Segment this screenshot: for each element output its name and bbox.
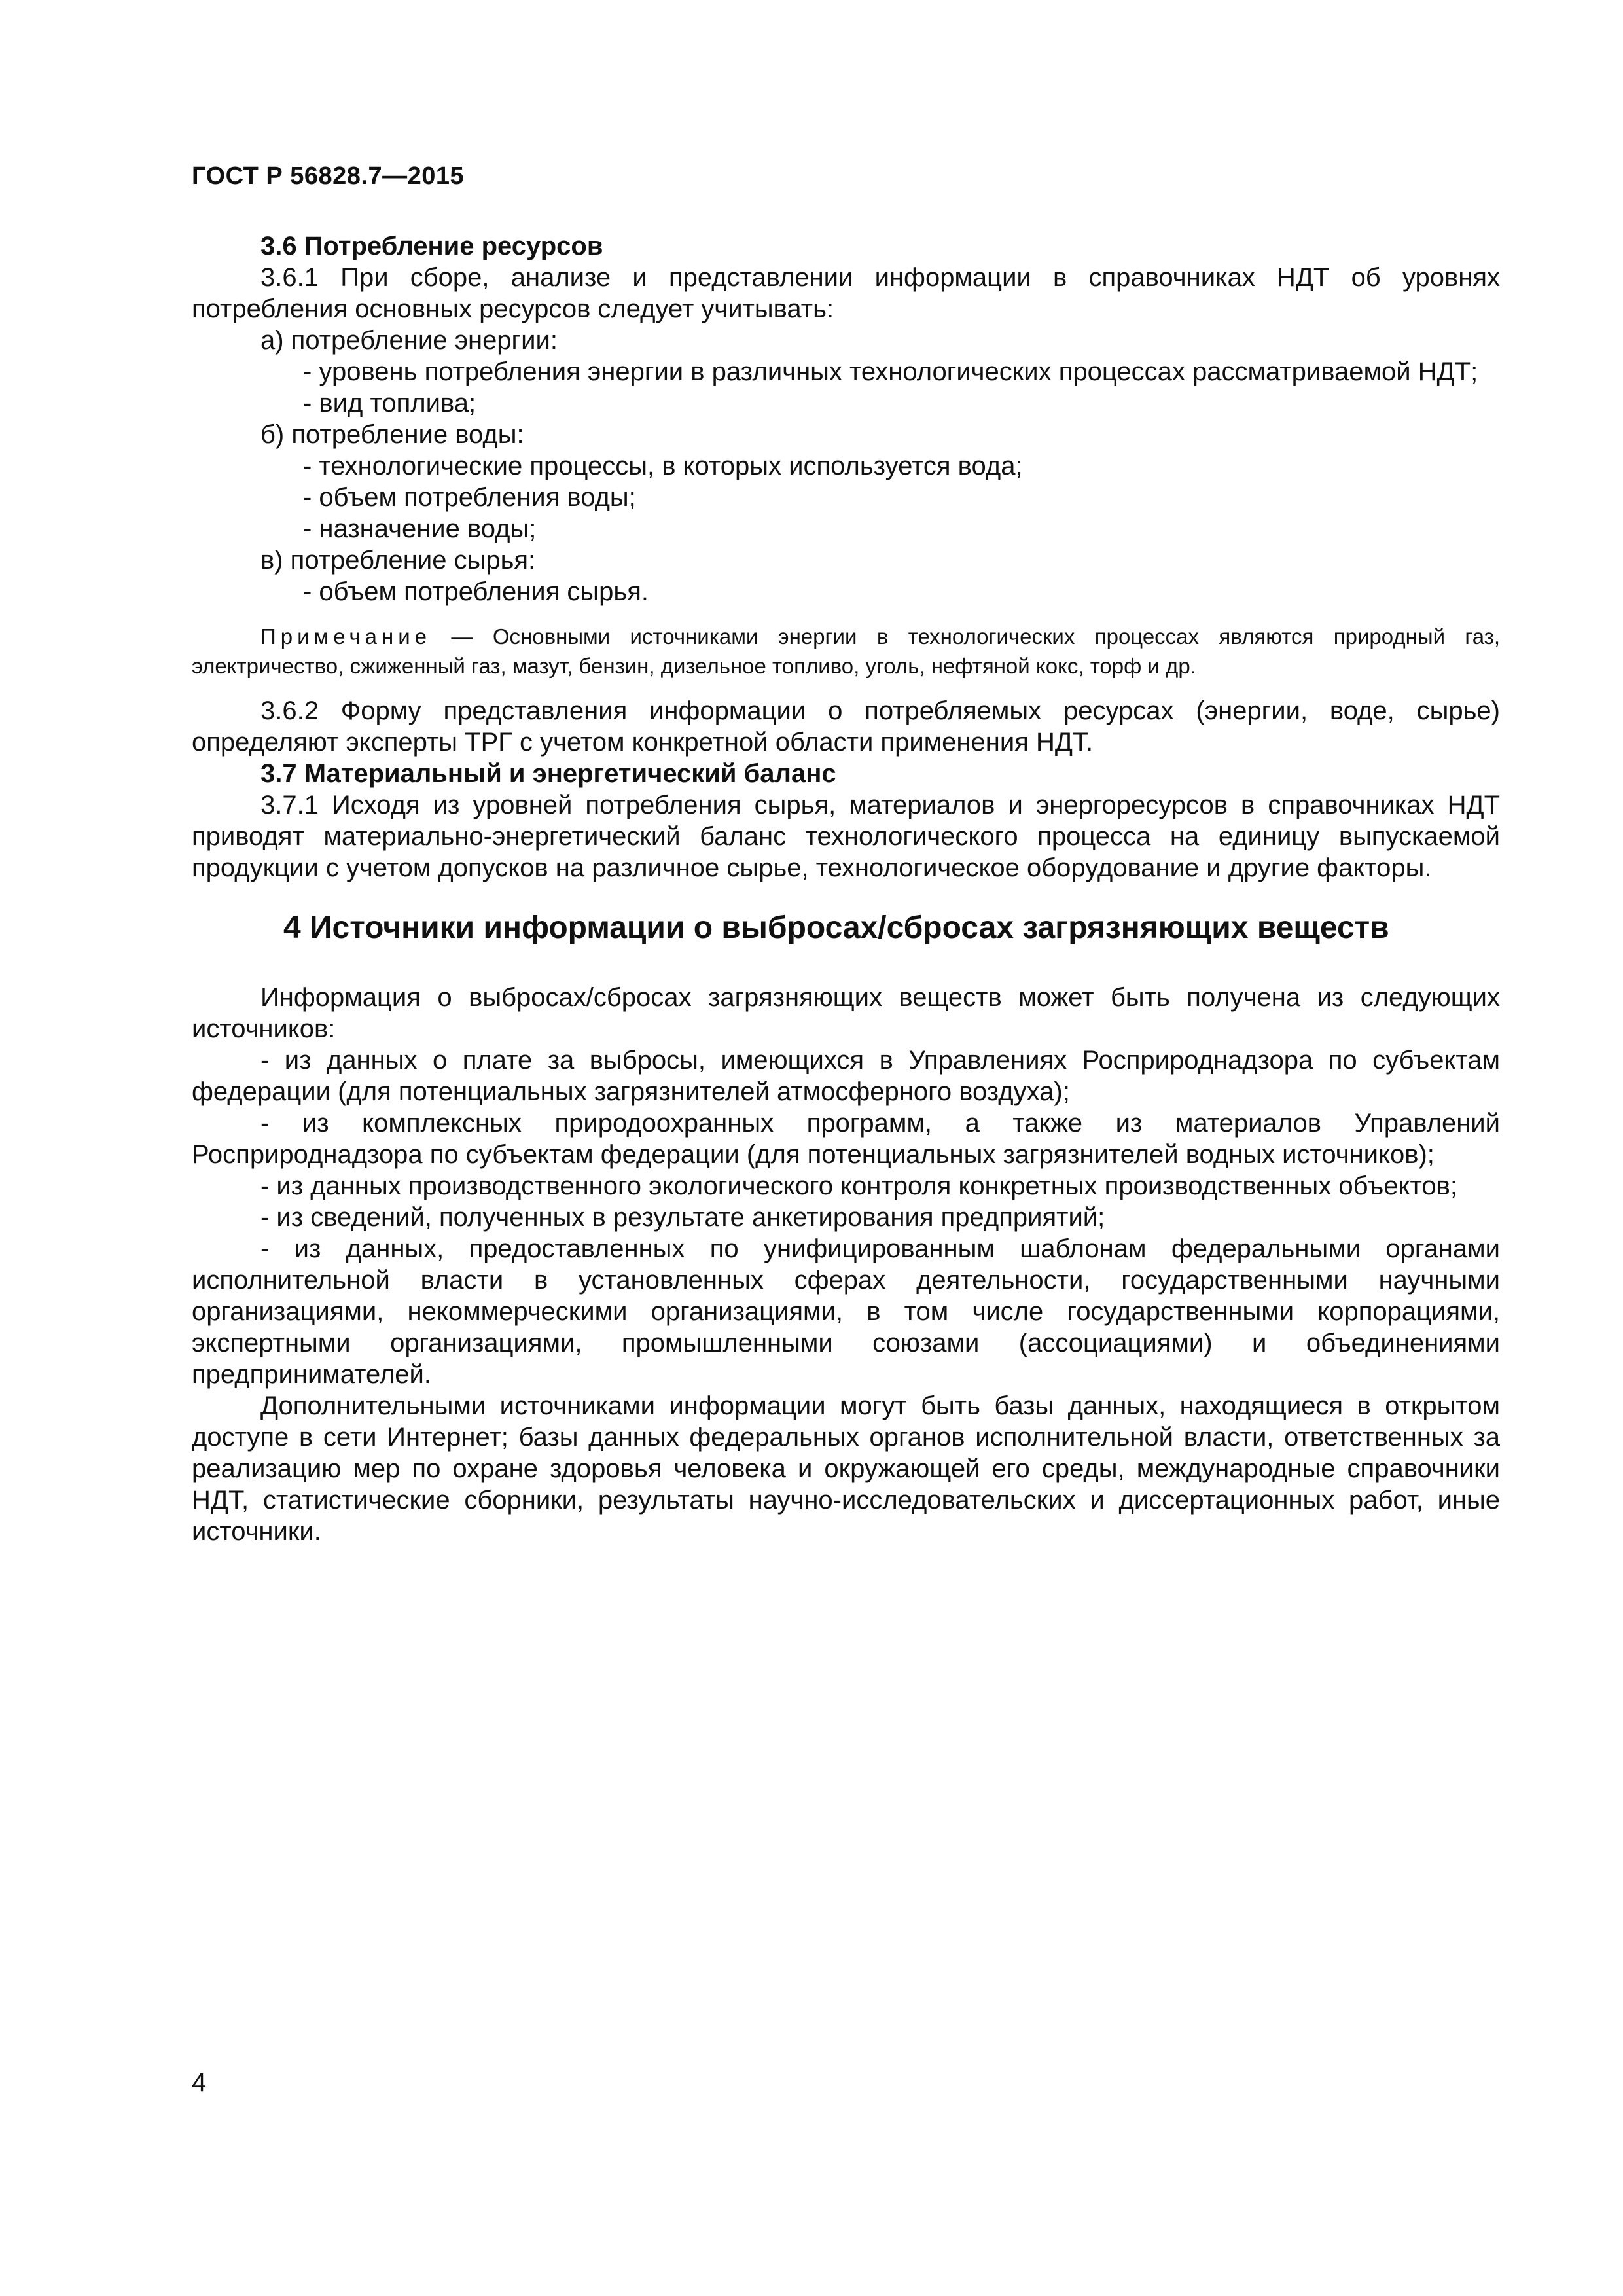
section-4-intro: Информация о выбросах/сбросах загрязняющих веществ может быть получена из следующих источников: [192, 983, 1500, 1043]
source-list-item: - из данных производственного экологического контроля конкретных производственных объектов; [260, 1172, 1457, 1200]
list-item-b: б) потребление воды: [260, 420, 524, 449]
source-list-item: - из данных о плате за выбросы, имеющихся в Управлениях Росприроднадзора по субъектам федерации (для потенциальных загрязнителей атмосферного воздуха); [192, 1046, 1500, 1106]
list-subitem-c1: - объем потребления сырья. [303, 577, 649, 606]
note-text: — Основными источниками энергии в технологических процессах являются природный газ, электричество, сжиженный газ, мазут, бензин, дизельное топливо, уголь, нефтяной кокс, торф и др. [192, 624, 1500, 678]
paragraph-3-6-1: 3.6.1 При сборе, анализе и представлении информации в справочниках НДТ об уровнях потребления основных ресурсов следует учитывать: [192, 263, 1500, 323]
list-subitem-a2: - вид топлива; [303, 389, 476, 418]
section-3-7-title: 3.7 Материальный и энергетический баланс [260, 759, 836, 788]
source-list-item: - из сведений, полученных в результате анкетирования предприятий; [260, 1203, 1105, 1232]
source-list-item: - из данных, предоставленных по унифицированным шаблонам федеральными органами исполнительной власти в установленных сферах деятельности, государственными научными организациями, некоммерческими организациями, в том числе государственными корпорациями, экспертными организациями, промышленными союзами (ассоциациями) и объединениями предпринимателей. [192, 1234, 1500, 1389]
list-item-c: в) потребление сырья: [260, 546, 536, 575]
list-subitem-b1: - технологические процессы, в которых используется вода; [303, 452, 1023, 480]
note-label: Примечание [260, 624, 432, 649]
list-subitem-a1: - уровень потребления энергии в различных технологических процессах рассматриваемой НДТ; [303, 357, 1478, 386]
list-item-a: а) потребление энергии: [260, 326, 558, 355]
document-body [192, 230, 1500, 1547]
source-list-item: - из комплексных природоохранных программ, а также из материалов Управлений Росприроднадзора по субъектам федерации (для потенциальных загрязнителей водных источников); [192, 1109, 1500, 1169]
document-header: ГОСТ Р 56828.7—2015 [192, 162, 465, 190]
section-4-title: 4 Источники информации о выбросах/сбросах загрязняющих веществ [283, 910, 1389, 945]
paragraph-3-6-2: 3.6.2 Форму представления информации о потребляемых ресурсах (энергии, воде, сырье) определяют эксперты ТРГ с учетом конкретной области применения НДТ. [192, 696, 1500, 757]
section-4-extra-sources: Дополнительными источниками информации могут быть базы данных, находящиеся в открытом доступе в сети Интернет; базы данных федеральных органов исполнительной власти, ответственных за реализацию мер по охране здоровья человека и окружающей его среды, международные справочники НДТ, статистические сборники, результаты научно-исследовательских и диссертационных работ, иные источники. [192, 1391, 1500, 1546]
paragraph-3-7-1: 3.7.1 Исходя из уровней потребления сырья, материалов и энергоресурсов в справочниках НДТ приводят материально-энергетический баланс технологического процесса на единицу выпускаемой продукции с учетом допусков на различное сырье, технологическое оборудование и другие факторы. [192, 791, 1500, 882]
section-3-6-title: 3.6 Потребление ресурсов [260, 232, 603, 260]
list-subitem-b3: - назначение воды; [303, 514, 537, 543]
page-number: 4 [192, 2068, 207, 2097]
list-subitem-b2: - объем потребления воды; [303, 483, 636, 512]
note [192, 622, 1500, 681]
